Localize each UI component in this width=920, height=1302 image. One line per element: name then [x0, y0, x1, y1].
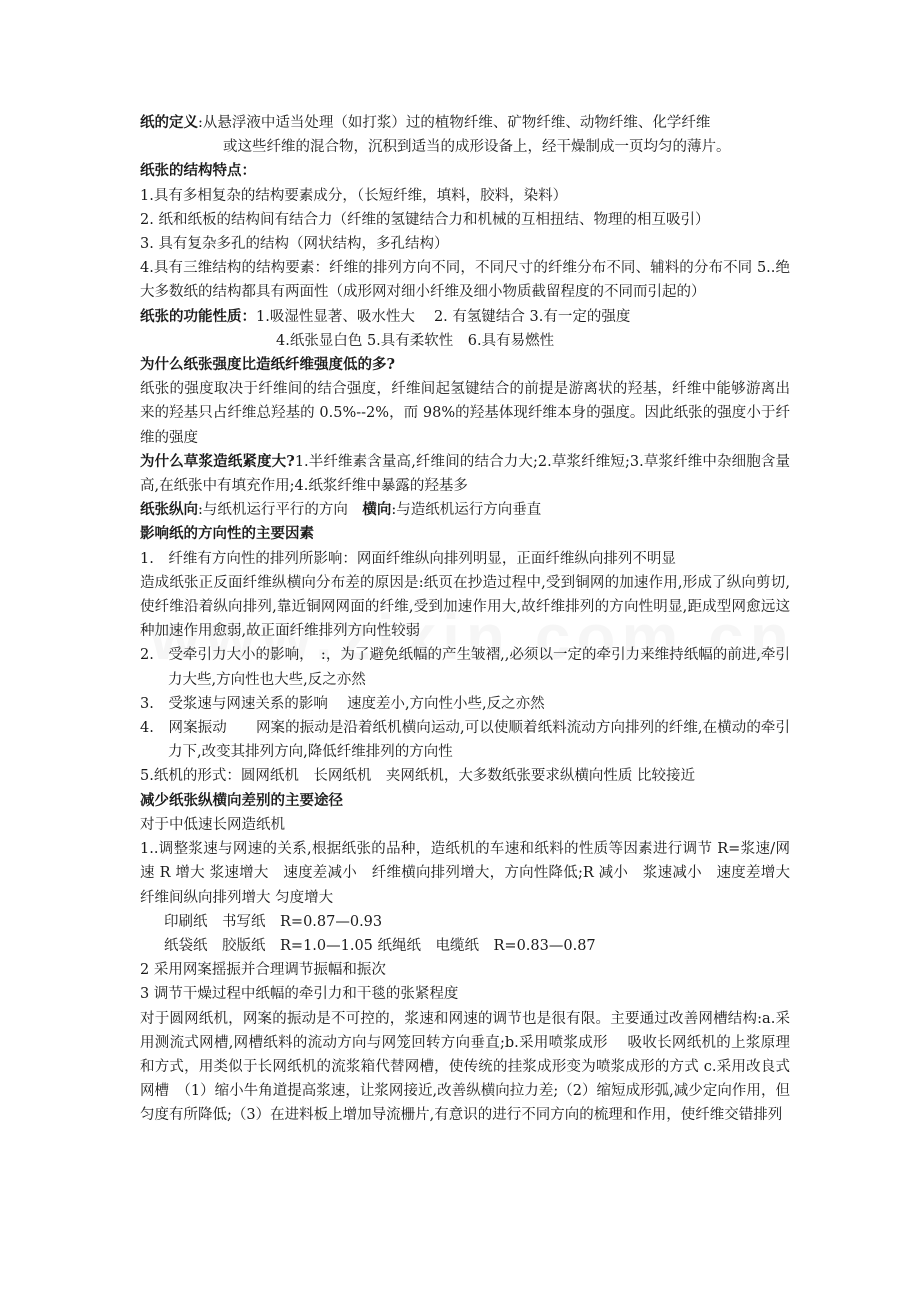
factor-2: 2. 受牵引力大小的影响， :，为了避免纸幅的产生皱褶,,必须以一定的牵引力来维持纸幅的前进,牵引力大些,方向性也大些,反之亦然: [140, 647, 790, 688]
structure-item-2: 2. 纸和纸板的结构间有结合力（纤维的氢键结合力和机械的互相扭结、物理的相互吸引）: [140, 211, 710, 228]
ratio-line-1: 印刷纸 书写纸 R=0.87—0.93: [164, 913, 383, 930]
reduce-subheading: 对于中低速长网造纸机: [140, 816, 285, 833]
factor-1: 1. 纤维有方向性的排列所影响：网面纤维纵向排列明显，正面纤维纵向排列不明显: [140, 550, 676, 567]
definition-label: 纸的定义: [140, 114, 198, 131]
cross-direction-text: :与造纸机运行方向垂直: [391, 502, 542, 519]
function-text: 1.吸湿性显著、吸水性大 2. 有氢键结合 3.有一定的强度: [256, 308, 631, 325]
factor-5: 5.纸机的形式：圆网纸机 长网纸机 夹网纸机，大多数纸张要求纵横向性质 比较接近: [140, 768, 695, 785]
round-machine-paragraph: 对于圆网纸机，网案的振动是不可控的，浆速和网速的调节也是很有限。主要通过改善网槽结构:a.采用测流式网槽,网槽纸料的流动方向与网笼回转方向垂直;b.采用喷浆成形 吸收长网纸机的上浆原理和方式，用类似于长网纸机的流浆箱代替网槽，使传统的挂浆成形变为喷浆成形的方式 c.采用改良式网槽 （1）缩小牛角道提高浆速，让浆网接近,改善纵横向拉力差;（2）缩短成形弧,减少定向作用，但匀度有所降低;（3）在进料板上增加导流栅片,有意识的进行不同方向的梳理和作用，使纤维交错排列: [140, 1010, 790, 1124]
factor-1-explanation: 造成纸张正反面纤维纵横向分布差的原因是:纸页在抄造过程中,受到铜网的加速作用,形成了纵向剪切,使纤维沿着纵向排列,靠近铜网网面的纤维,受到加速作用大,故纤维排列的方向性明显,距成型网愈远这种加速作用愈弱,故正面纤维排列方向性较弱: [140, 574, 790, 640]
direction-definitions: [140, 498, 790, 522]
definition-text: :从悬浮液中适当处理（如打浆）过的植物纤维、矿物纤维、动物纤维、化学纤维: [198, 115, 711, 131]
straw-pulp-label: 为什么草浆造纸紧度大?: [140, 452, 295, 470]
ratio-line-2: 纸袋纸 胶版纸 R=1.0—1.05 纸绳纸 电缆纸 R=0.83—0.87: [164, 937, 596, 954]
reduce-heading: 减少纸张纵横向差别的主要途径: [140, 791, 343, 809]
structure-heading: 纸张的结构特点：: [140, 162, 256, 180]
machine-direction-text: :与纸机运行平行的方向: [198, 502, 363, 519]
factor-3: 3. 受浆速与网速关系的影响 速度差小,方向性小些,反之亦然: [140, 695, 545, 712]
paper-definition: [140, 111, 790, 135]
straw-pulp-paragraph: [140, 450, 790, 498]
machine-direction-label: 纸张纵向: [140, 501, 198, 519]
structure-item-4-5: 4.具有三维结构的结构要素：纤维的排列方向不同，不同尺寸的纤维分布不同、辅料的分布不同 5..绝大多数纸的结构都具有两面性（成形网对细小纤维及细小物质截留程度的不同而引起的）: [140, 260, 790, 301]
structure-item-3: 3. 具有复杂多孔的结构（网状结构，多孔结构）: [140, 236, 449, 253]
cross-direction-label: 横向: [362, 501, 392, 519]
reduce-item-1: 1..调整浆速与网速的关系,根据纸张的品种，造纸机的车速和纸料的性质等因素进行调节 R=浆速/网速 R 增大 浆速增大 速度差减小 纤维横向排列增大，方向性降低;R 减小 浆速减小 速度差增大 纤维间纵向排列增大 匀度增大: [140, 841, 805, 906]
definition-continuation: 或这些纤维的混合物，沉积到适当的成形设备上，经干燥制成一页均匀的薄片。: [223, 139, 731, 156]
reduce-item-2: 2 采用网案摇振并合理调节振幅和振次: [140, 962, 386, 979]
reduce-item-3: 3 调节干燥过程中纸幅的牵引力和干毯的张紧程度: [140, 986, 459, 1003]
factor-4: 4. 网案振动 网案的振动是沿着纸机横向运动,可以使顺着纸料流动方向排列的纤维,在横动的牵引力下,改变其排列方向,降低纤维排列的方向性: [140, 720, 790, 761]
function-label: 纸张的功能性质：: [140, 307, 256, 325]
factors-heading: 影响纸的方向性的主要因素: [140, 525, 314, 543]
function-properties: [140, 305, 790, 329]
structure-item-1: 1.具有多相复杂的结构要素成分，（长短纤维，填料，胶料，染料）: [140, 187, 568, 204]
strength-paragraph: 纸张的强度取决于纤维间的结合强度，纤维间起氢键结合的前提是游离状的羟基，纤维中能够游离出来的羟基只占纤维总羟基的 0.5%--2%，而 98%的羟基体现纤维本身的强度。因此纸张的强度小于纤维的强度: [140, 381, 790, 446]
function-continuation: 4.纸张显白色 5.具有柔软性 6.具有易燃性: [276, 332, 555, 349]
strength-heading: 为什么纸张强度比造纸纤维强度低的多?: [140, 356, 395, 374]
document-body: [140, 111, 805, 1128]
straw-pulp-text: 1.半纤维素含量高,纤维间的结合力大;2.草浆纤维短;3.草浆纤维中杂细胞含量高,在纸张中有填充作用;4.纸浆纤维中暴露的羟基多: [140, 453, 790, 495]
